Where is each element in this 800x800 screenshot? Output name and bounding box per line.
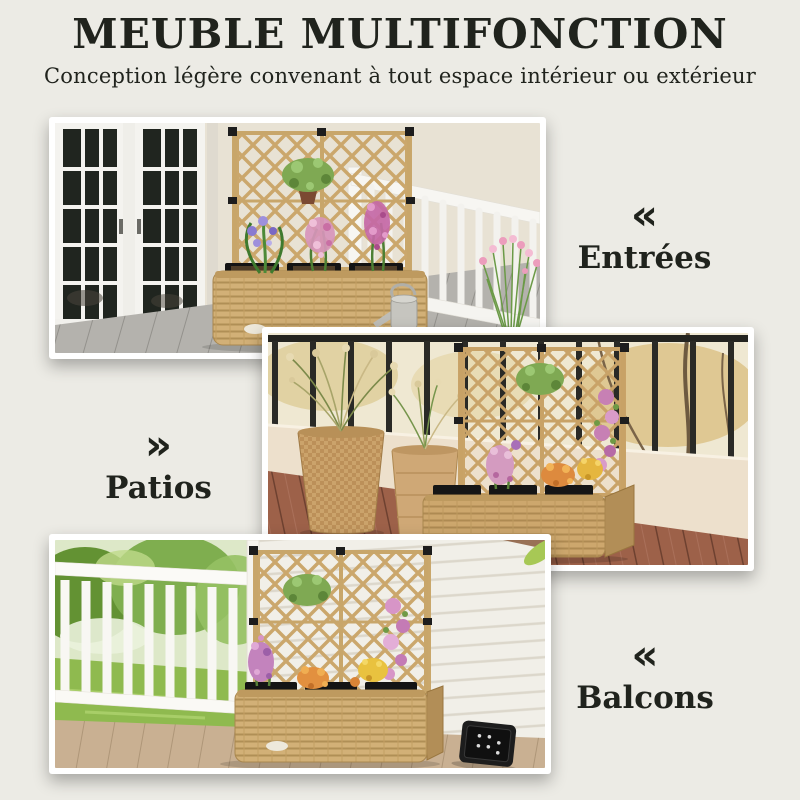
poster-header bbox=[0, 12, 800, 88]
french-door bbox=[55, 123, 205, 335]
green-foliage bbox=[283, 574, 331, 606]
photo-entrance bbox=[49, 117, 546, 359]
caption-patios-label: Patios bbox=[105, 469, 212, 506]
caption-entrees-label: Entrées bbox=[577, 239, 712, 276]
caption-balcons-label: Balcons bbox=[576, 679, 714, 716]
planter-with-trellis bbox=[220, 546, 443, 768]
caption-patios bbox=[96, 420, 221, 506]
patio-scene-illustration bbox=[268, 333, 748, 565]
chevron-double-left-icon: « bbox=[631, 630, 659, 679]
chevron-double-left-icon: « bbox=[630, 190, 659, 239]
page-title: MEUBLE MULTIFONCTION bbox=[72, 10, 728, 58]
entrance-scene-illustration bbox=[55, 123, 540, 353]
page-subtitle: Conception légère convenant à tout espace intérieur ou extérieur bbox=[44, 64, 756, 89]
chevron-double-right-icon: » bbox=[144, 420, 173, 469]
photo-balcony bbox=[49, 534, 551, 774]
caption-entrees bbox=[562, 190, 727, 276]
caption-balcons bbox=[566, 630, 724, 716]
green-foliage bbox=[516, 363, 564, 395]
balcony-scene-illustration bbox=[55, 540, 545, 768]
